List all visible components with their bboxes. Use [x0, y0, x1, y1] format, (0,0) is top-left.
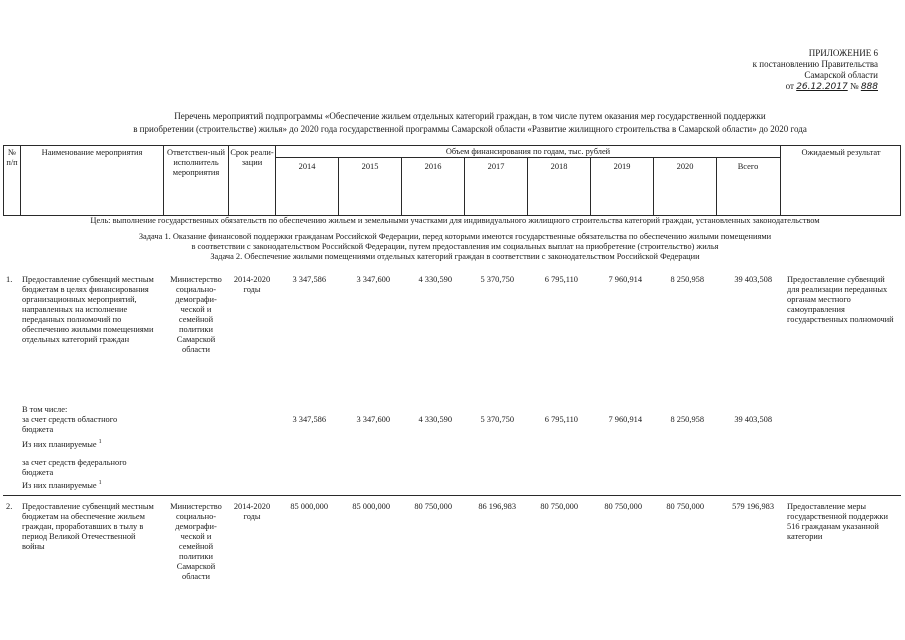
col-border	[20, 145, 21, 215]
task1-line2: в соответствии с законодательством Российской Федерации, путем предоставления им социальных выплат на приобретение (строительство) жилья	[191, 242, 719, 251]
appendix-title: ПРИЛОЖЕНИЕ 6	[808, 48, 878, 58]
row-value: 8 250,958	[670, 275, 704, 284]
header-year: 2017	[487, 162, 505, 171]
row-number: 1.	[6, 275, 13, 284]
row-value: 6 795,110	[544, 275, 578, 284]
header-funding: Объем финансирования по годам, тыс. рублей	[445, 147, 611, 156]
subrow-value: 7 960,914	[608, 415, 642, 424]
footnote-mark: 1	[98, 480, 102, 487]
row-value: 85 000,000	[290, 502, 328, 511]
col-border	[900, 145, 901, 215]
header-year: 2016	[424, 162, 442, 171]
row-value: 5 370,750	[480, 275, 514, 284]
footnote-mark: 1	[98, 439, 102, 446]
goal-text: Цель: выполнение государственных обязательств по обеспечению жильем и земельными участками для индивидуального жилищного строительства категорий граждан, установленных законодательством	[90, 216, 820, 225]
appendix-header	[700, 48, 878, 93]
appendix-decree: к постановлению Правительства	[752, 59, 878, 69]
subrow-planned-1	[22, 440, 157, 450]
subrow-planned-2-label: Из них планируемые	[22, 481, 97, 490]
task1-line1: Задача 1. Оказание финансовой поддержки гражданам Российской Федерации, перед которыми имеются государственные обязательства по обеспечению жилыми помещениями	[138, 232, 772, 241]
col-border	[780, 145, 781, 215]
subrow-value: 6 795,110	[544, 415, 578, 424]
row-value: 3 347,586	[292, 275, 326, 284]
task2-text: Задача 2. Обеспечение жилыми помещениями отдельных категорий граждан в соответствии с законодательством Российской Федерации	[210, 252, 700, 261]
header-name: Наименование мероприятия	[41, 148, 143, 157]
row-name: Предоставление субвенций местным бюджетам на обеспечение жильем граждан, проработавших в тылу в период Великой Отечественной войны	[22, 502, 154, 551]
subrow-planned-2	[22, 481, 157, 491]
header-result: Ожидаемый результат	[801, 148, 881, 157]
row-term: 2014-2020 годы	[233, 275, 271, 294]
table-top-border	[3, 145, 901, 146]
title-line-2: в приобретении (строительстве) жилья» до 2020 года государственной программы Самарской области «Развитие жилищного строительства в Самарской области» до 2020 года	[133, 124, 807, 134]
row-name: Предоставление субвенций местным бюджетам в целях финансирования организационных мероприятий, направленных на исполнение переданных полномочий по обеспечению жилыми помещениями отдельных категорий граждан	[22, 275, 154, 344]
row-term: 2014-2020 годы	[233, 502, 271, 521]
row-value: 86 196,983	[478, 502, 516, 511]
subrow-value: 3 347,600	[356, 415, 390, 424]
subrow-including: В том числе:	[22, 405, 68, 414]
row-value: 7 960,914	[608, 275, 642, 284]
row-value: 80 750,000	[540, 502, 578, 511]
header-year: 2018	[550, 162, 568, 171]
title-line-1: Перечень мероприятий подпрограммы «Обеспечение жильем отдельных категорий граждан, в том числе путем оказания мер государственной поддержки	[174, 111, 766, 121]
row-responsible: Министерство социально-демографи-ческой и семейной политики Самарской области	[170, 275, 222, 354]
header-year: 2015	[361, 162, 379, 171]
row-total: 39 403,508	[734, 275, 772, 284]
number-prefix: №	[849, 81, 859, 91]
header-year: 2019	[613, 162, 631, 171]
row-responsible: Министерство социально-демографи-ческой и семейной политики Самарской области	[170, 502, 222, 581]
subrow-value: 5 370,750	[480, 415, 514, 424]
header-year: 2014	[298, 162, 316, 171]
header-total: Всего	[737, 162, 759, 171]
subrow-total: 39 403,508	[734, 415, 772, 424]
header-term: Срок реали-зации	[230, 148, 274, 167]
appendix-date-line	[700, 81, 878, 93]
row-value: 80 750,000	[414, 502, 452, 511]
subrow-federal: за счет средств федерального бюджета	[22, 458, 127, 477]
row-value: 80 750,000	[666, 502, 704, 511]
row-separator	[3, 495, 901, 496]
row-total: 579 196,983	[732, 502, 774, 511]
row-number: 2.	[6, 502, 13, 511]
header-no: № п/п	[6, 148, 18, 167]
handwritten-date: 26.12.2017	[796, 82, 848, 92]
row-value: 80 750,000	[604, 502, 642, 511]
subrow-value: 8 250,958	[670, 415, 704, 424]
handwritten-number: 888	[860, 82, 878, 92]
subrow-regional: за счет средств областного бюджета	[22, 415, 118, 434]
row-result: Предоставление субвенций для реализации переданных органам местного самоуправления государственных полномочий	[787, 275, 894, 324]
row-value: 85 000,000	[352, 502, 390, 511]
subrow-value: 4 330,590	[418, 415, 452, 424]
appendix-region: Самарской области	[804, 70, 878, 80]
row-value: 3 347,600	[356, 275, 390, 284]
date-prefix: от	[785, 81, 794, 91]
row-result: Предоставление меры государственной поддержки 516 гражданам указанной категории	[787, 502, 888, 541]
document-title	[40, 110, 900, 136]
header-year: 2020	[676, 162, 694, 171]
row-value: 4 330,590	[418, 275, 452, 284]
subrow-planned-1-label: Из них планируемые	[22, 440, 97, 449]
col-border	[163, 145, 164, 215]
header-responsible: Ответствен-ный исполнитель мероприятия	[167, 148, 225, 177]
col-border	[228, 145, 229, 215]
subrow-value: 3 347,586	[292, 415, 326, 424]
